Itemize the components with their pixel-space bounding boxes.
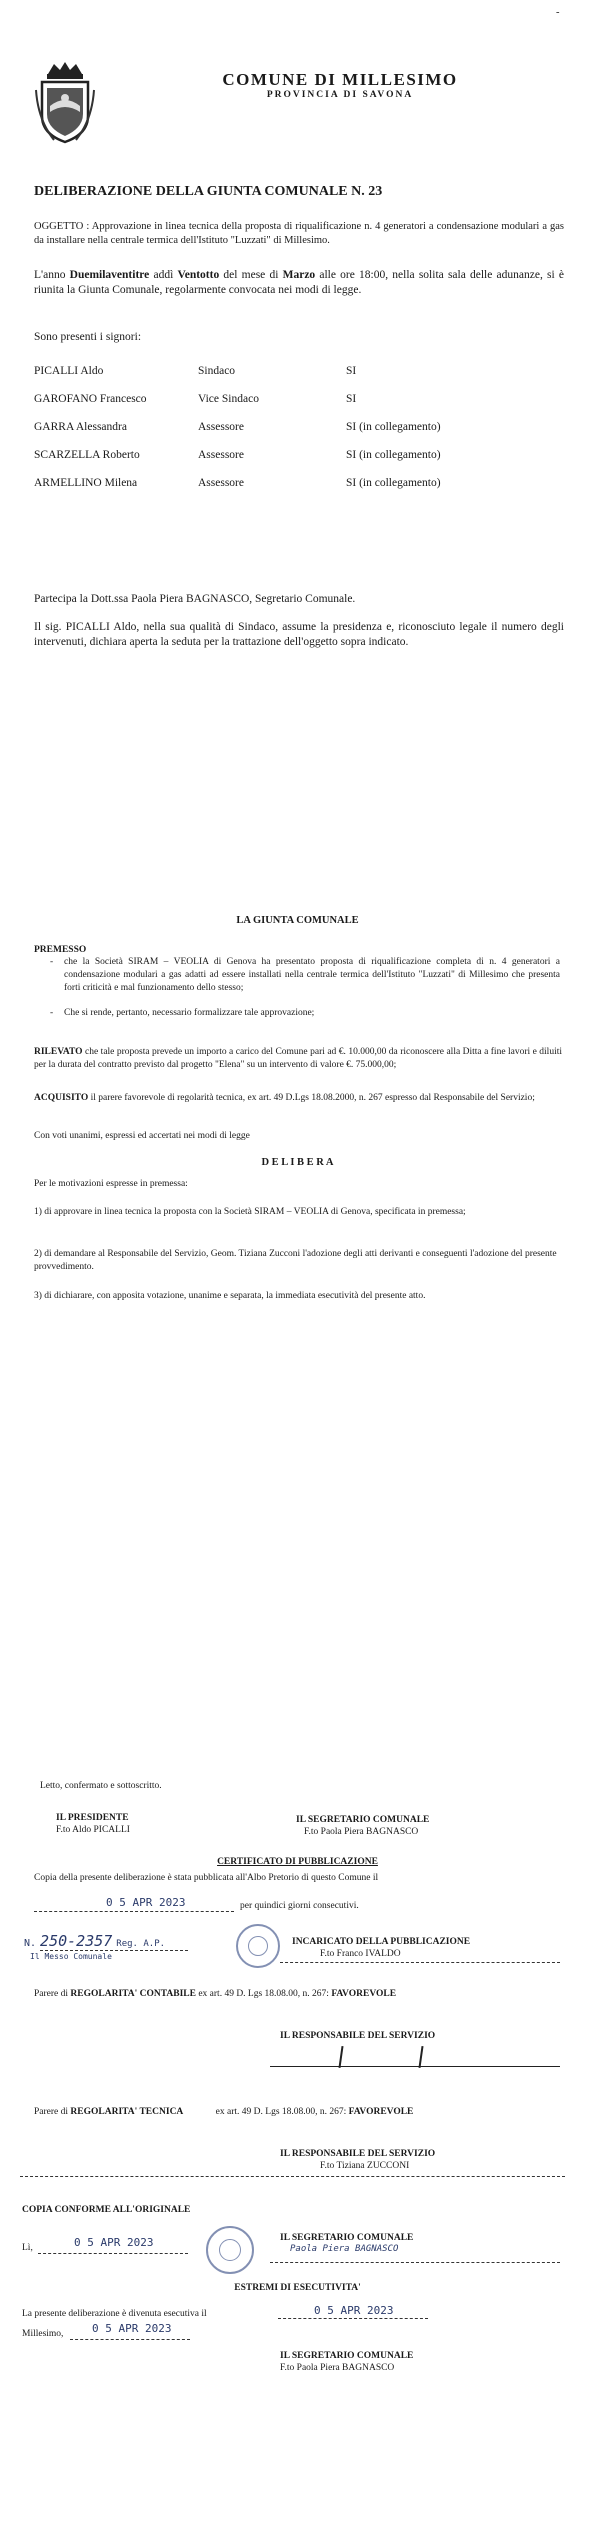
copia-title: COPIA CONFORME ALL'ORIGINALE: [22, 2205, 191, 2215]
presenti-table: [34, 364, 534, 504]
esecutiva-date-stamp: 0 5 APR 2023: [314, 2304, 394, 2317]
comune-title: COMUNE DI MILLESIMO: [222, 70, 458, 89]
presente-row: ARMELLINO Milena Assessore SI (in collegamento): [34, 477, 441, 489]
reg-ap-field: N. 250-2357 Reg. A.P. Il Messo Comunale: [24, 1932, 204, 1960]
divider: [20, 2176, 565, 2177]
partecipa-text: Partecipa la Dott.ssa Paola Piera BAGNASCO, Segretario Comunale.: [34, 593, 356, 605]
segretario3-title: IL SEGRETARIO COMUNALE: [280, 2351, 414, 2361]
list-item: - che la Società SIRAM – VEOLIA di Genova ha presentato proposta di riqualificazione completa di n. 4 generatori a condensazione modulari a gas adatti ad essere installati nella centrale termica dell'Istituto "Luzzati" di Millesimo che presenta forti criticità e mal funzionamento dello stesso;: [50, 957, 560, 993]
delibera-title: D E L I B E R A: [261, 1157, 334, 1168]
presente-row: GAROFANO Francesco Vice Sindaco SI: [34, 393, 357, 405]
premesso-list: [50, 956, 560, 1020]
esecutiva-text: La presente deliberazione è divenuta esecutiva il: [22, 2309, 207, 2319]
presidente-title: IL PRESIDENTE: [56, 1813, 129, 1823]
presenti-label: Sono presenti i signori:: [34, 331, 142, 343]
segretario-title: IL SEGRETARIO COMUNALE: [296, 1815, 430, 1825]
millesimo-date-stamp: 0 5 APR 2023: [92, 2322, 172, 2335]
oggetto-text: OGGETTO : Approvazione in linea tecnica della proposta di riqualificazione n. 4 generatori a condensazione modulari a gas da installare nella centrale termica dell'Istituto "Luzzati" di Millesimo.: [34, 221, 564, 246]
signature-stroke: [338, 2046, 343, 2068]
list-item: - Che si rende, pertanto, necessario formalizzare tale approvazione;: [50, 1008, 315, 1018]
responsabile2-name: F.to Tiziana ZUCCONI: [320, 2161, 410, 2171]
certificato-title: CERTIFICATO DI PUBBLICAZIONE: [217, 1857, 378, 1867]
parere-tecnica: Parere di REGOLARITA' TECNICA ex art. 49 D. Lgs 18.08.00, n. 267: FAVOREVOLE: [34, 2107, 414, 2117]
deliberazione-title: DELIBERAZIONE DELLA GIUNTA COMUNALE N. 23: [34, 184, 383, 199]
municipal-stamp-icon: [206, 2226, 254, 2274]
presente-row: GARRA Alessandra Assessore SI (in collegamento): [34, 421, 441, 433]
signature-line: [270, 2066, 560, 2067]
giunta-title: LA GIUNTA COMUNALE: [236, 915, 359, 926]
sindaco-paragraph: Il sig. PICALLI Aldo, nella sua qualità di Sindaco, assume la presidenza e, riconosciuto legale il numero degli intervenuti, dichiara aperta la seduta per la trattazione dell'oggetto sopra indicato.: [34, 621, 564, 648]
cert-date-line: [34, 1896, 254, 1912]
responsabile2-title: IL RESPONSABILE DEL SERVIZIO: [280, 2149, 436, 2159]
cert-date-stamp: 0 5 APR 2023: [106, 1896, 186, 1909]
segretario-name: F.to Paola Piera BAGNASCO: [304, 1827, 419, 1837]
intro-paragraph: L'anno Duemilaventitre addì Ventotto del mese di Marzo alle ore 18:00, nella solita sala delle adunanze, si è riunita la Giunta Comunale, regolarmente convocata nei modi di legge.: [34, 269, 564, 296]
rilevato-paragraph: RILEVATO che tale proposta prevede un importo a carico del Comune pari ad €. 10.000,00 da riconoscere alla Ditta a fine lavori e diluiti per la durata del contratto previsto dal progetto "Elena" su un intervento di valore €. 75.000,00;: [34, 1047, 562, 1070]
copia-date-field: Lì, 0 5 APR 2023: [22, 2242, 222, 2256]
motivazioni-text: Per le motivazioni espresse in premessa:: [34, 1179, 188, 1189]
copia-date-stamp: 0 5 APR 2023: [74, 2236, 154, 2249]
cert-text-2: per quindici giorni consecutivi.: [240, 1901, 359, 1911]
responsabile-title: IL RESPONSABILE DEL SERVIZIO: [280, 2031, 436, 2041]
presente-row: SCARZELLA Roberto Assessore SI (in collegamento): [34, 449, 441, 461]
incaricato-name: F.to Franco IVALDO: [320, 1949, 401, 1959]
presidente-name: F.to Aldo PICALLI: [56, 1825, 130, 1835]
punto-1: 1) di approvare in linea tecnica la proposta con la Società SIRAM – VEOLIA di Genova, specificata in premessa;: [34, 1207, 466, 1217]
segretario2-title: IL SEGRETARIO COMUNALE: [280, 2233, 414, 2243]
corner-mark: -: [556, 7, 560, 18]
reg-number: 250-2357: [40, 1932, 113, 1950]
signature-stroke: [418, 2046, 423, 2068]
cert-text-1: Copia della presente deliberazione è stata pubblicata all'Albo Pretorio di questo Comune il: [34, 1873, 379, 1883]
acquisito-paragraph: ACQUISITO il parere favorevole di regolarità tecnica, ex art. 49 D.Lgs 18.08.2000, n. 267 espresso dal Responsabile del Servizio;: [34, 1093, 535, 1103]
voti-text: Con voti unanimi, espressi ed accertati nei modi di legge: [34, 1131, 250, 1141]
segretario2-signature: Paola Piera BAGNASCO: [290, 2244, 399, 2254]
punto-2: 2) di demandare al Responsabile del Servizio, Geom. Tiziana Zucconi l'adozione degli atti derivanti e conseguenti l'adozione del presente provvedimento.: [34, 1249, 557, 1272]
parere-contabile: Parere di REGOLARITA' CONTABILE ex art. 49 D. Lgs 18.08.00, n. 267: FAVOREVOLE: [34, 1989, 397, 1999]
messo-label: Il Messo Comunale: [30, 1952, 112, 1961]
provincia-subtitle: PROVINCIA DI SAVONA: [266, 90, 414, 100]
presente-row: PICALLI Aldo Sindaco SI: [34, 365, 357, 377]
esecutiva-date-field: [278, 2306, 438, 2320]
premesso-label: PREMESSO: [34, 945, 87, 955]
divider: [270, 2262, 560, 2263]
coat-of-arms-icon: [34, 60, 96, 146]
incaricato-title: INCARICATO DELLA PUBBLICAZIONE: [292, 1937, 471, 1947]
punto-3: 3) di dichiarare, con apposita votazione, unanime e separata, la immediata esecutività del presente atto.: [34, 1291, 426, 1301]
segretario3-name: F.to Paola Piera BAGNASCO: [280, 2363, 395, 2373]
millesimo-date-field: Millesimo, 0 5 APR 2023: [22, 2328, 222, 2342]
municipal-stamp-icon: [236, 1924, 280, 1968]
letto-text: Letto, confermato e sottoscritto.: [40, 1781, 162, 1791]
divider: [280, 1962, 560, 1963]
estremi-title: ESTREMI DI ESECUTIVITA': [234, 2283, 361, 2293]
